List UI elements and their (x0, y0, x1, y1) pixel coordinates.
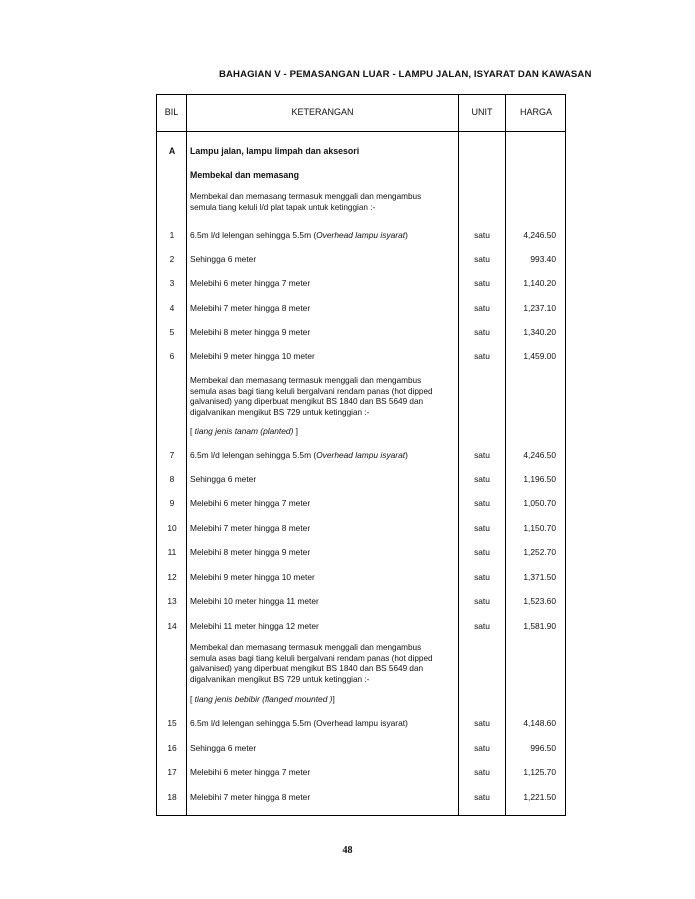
description-paragraph: Membekal dan memasang termasuk menggali dan mengambus semula tiang keluli l/d plat tapak untuk ketinggian :- (190, 192, 422, 212)
row-unit: satu (474, 450, 490, 460)
row-price: 1,459.00 (523, 351, 556, 361)
row-number: 3 (169, 278, 175, 288)
row-description: Sehingga 6 meter (190, 474, 257, 484)
row-price: 4,246.50 (523, 230, 556, 240)
page-number: 48 (342, 845, 353, 856)
row-description-italic: Overhead lampu isyarat (316, 230, 406, 240)
row-price: 1,523.60 (523, 596, 556, 606)
row-number: 10 (167, 523, 177, 533)
price-table (156, 94, 566, 816)
row-unit: satu (474, 572, 490, 582)
row-description: Melebihi 7 meter hingga 8 meter (190, 523, 311, 533)
row-number: 13 (167, 596, 177, 606)
row-price: 1,340.20 (523, 327, 556, 337)
page-header-title: BAHAGIAN V - PEMASANGAN LUAR - LAMPU JALAN, ISYARAT DAN KAWASAN (219, 69, 592, 80)
row-unit: satu (474, 474, 490, 484)
row-description-text: 6.5m l/d lelengan sehingga 5.5m ( (190, 230, 317, 240)
row-price: 1,196.50 (523, 474, 556, 484)
row-price: 1,050.70 (523, 498, 556, 508)
row-number: 7 (169, 450, 175, 460)
row-number: 18 (167, 792, 177, 802)
row-unit: satu (474, 303, 490, 313)
row-description: 6.5m l/d lelengan sehingga 5.5m (Overhead lampu isyarat) (190, 718, 408, 728)
row-description (190, 230, 408, 241)
note-text: tiang jenis bebibir (flanged mounted ) (194, 694, 333, 704)
row-price: 1,140.20 (523, 278, 556, 288)
note-bracket: [ (190, 694, 195, 704)
row-unit: satu (474, 718, 490, 728)
row-description: Melebihi 8 meter hingga 9 meter (190, 547, 311, 557)
row-description: Melebihi 11 meter hingga 12 meter (190, 621, 319, 631)
column-header-harga: HARGA (519, 107, 552, 117)
row-description: Melebihi 7 meter hingga 8 meter (190, 303, 311, 313)
row-number: 2 (169, 254, 175, 264)
row-unit: satu (474, 621, 490, 631)
header-divider (157, 131, 565, 132)
row-description: Melebihi 9 meter hingga 10 meter (190, 351, 315, 361)
row-price: 1,237.10 (523, 303, 556, 313)
pole-type-note (190, 426, 298, 437)
row-price: 1,252.70 (523, 547, 556, 557)
row-unit: satu (474, 767, 490, 777)
subheading: Membekal dan memasang (190, 170, 300, 180)
row-price: 1,371.50 (523, 572, 556, 582)
note-bracket: ] (332, 694, 335, 704)
row-number: 12 (167, 572, 177, 582)
note-bracket: [ (190, 426, 195, 436)
row-number: 16 (167, 743, 177, 753)
section-letter: A (168, 146, 176, 156)
row-description: Sehingga 6 meter (190, 743, 257, 753)
row-unit: satu (474, 230, 490, 240)
row-price: 4,148.60 (523, 718, 556, 728)
row-unit: satu (474, 498, 490, 508)
row-number: 6 (169, 351, 175, 361)
row-description: Melebihi 10 meter hingga 11 meter (190, 596, 319, 606)
note-bracket: ] (293, 426, 299, 436)
row-description: Melebihi 6 meter hingga 7 meter (190, 278, 311, 288)
row-description-text: ) (405, 450, 408, 460)
row-number: 5 (169, 327, 175, 337)
row-number: 1 (169, 230, 175, 240)
row-number: 8 (169, 474, 175, 484)
row-number: 4 (169, 303, 175, 313)
row-description: Melebihi 8 meter hingga 9 meter (190, 327, 311, 337)
row-unit: satu (474, 743, 490, 753)
row-description: Sehingga 6 meter (190, 254, 257, 264)
row-number: 9 (169, 498, 175, 508)
description-paragraph: Membekal dan memasang termasuk menggali dan mengambus semula asas bagi tiang keluli bergalvani rendam panas (hot dipped galvanised) yang diperbuat mengikut BS 1840 dan BS 5649 dan digalvanikan mengikut BS 729 untuk ketinggian :- (190, 376, 433, 417)
row-unit: satu (474, 327, 490, 337)
row-price: 1,125.70 (523, 767, 556, 777)
row-number: 11 (167, 547, 177, 557)
row-description: Melebihi 9 meter hingga 10 meter (190, 572, 315, 582)
row-unit: satu (474, 547, 490, 557)
row-description: Melebihi 7 meter hingga 8 meter (190, 792, 311, 802)
row-unit: satu (474, 792, 490, 802)
column-header-unit: UNIT (471, 107, 493, 117)
row-description (190, 450, 408, 461)
row-number: 17 (167, 767, 177, 777)
row-description: Melebihi 6 meter hingga 7 meter (190, 767, 311, 777)
row-description-text: 6.5m l/d lelengan sehingga 5.5m ( (190, 450, 317, 460)
row-unit: satu (474, 351, 490, 361)
row-price: 1,581.90 (523, 621, 556, 631)
row-description-text: ) (405, 230, 408, 240)
row-unit: satu (474, 278, 490, 288)
row-description-italic: Overhead lampu isyarat (316, 450, 406, 460)
row-price: 4,246.50 (523, 450, 556, 460)
row-unit: satu (474, 254, 490, 264)
row-number: 15 (167, 718, 177, 728)
row-description: Melebihi 6 meter hingga 7 meter (190, 498, 311, 508)
row-price: 1,150.70 (523, 523, 556, 533)
column-header-bil: BIL (164, 107, 179, 117)
row-number: 14 (167, 621, 177, 631)
row-unit: satu (474, 596, 490, 606)
row-price: 993.40 (530, 254, 556, 264)
pole-type-note (190, 694, 335, 705)
column-header-keterangan: KETERANGAN (291, 107, 354, 117)
row-price: 996.50 (530, 743, 556, 753)
row-unit: satu (474, 523, 490, 533)
row-price: 1,221.50 (523, 792, 556, 802)
description-paragraph: Membekal dan memasang termasuk menggali dan mengambus semula asas bagi tiang keluli bergalvani rendam panas (hot dipped galvanised) yang diperbuat mengikut BS 1840 dan BS 5649 dan digalvanikan mengikut BS 729 untuk ketinggian :- (190, 643, 433, 684)
note-text: tiang jenis tanam (planted) (194, 426, 294, 436)
section-title: Lampu jalan, lampu limpah dan aksesori (190, 146, 360, 156)
